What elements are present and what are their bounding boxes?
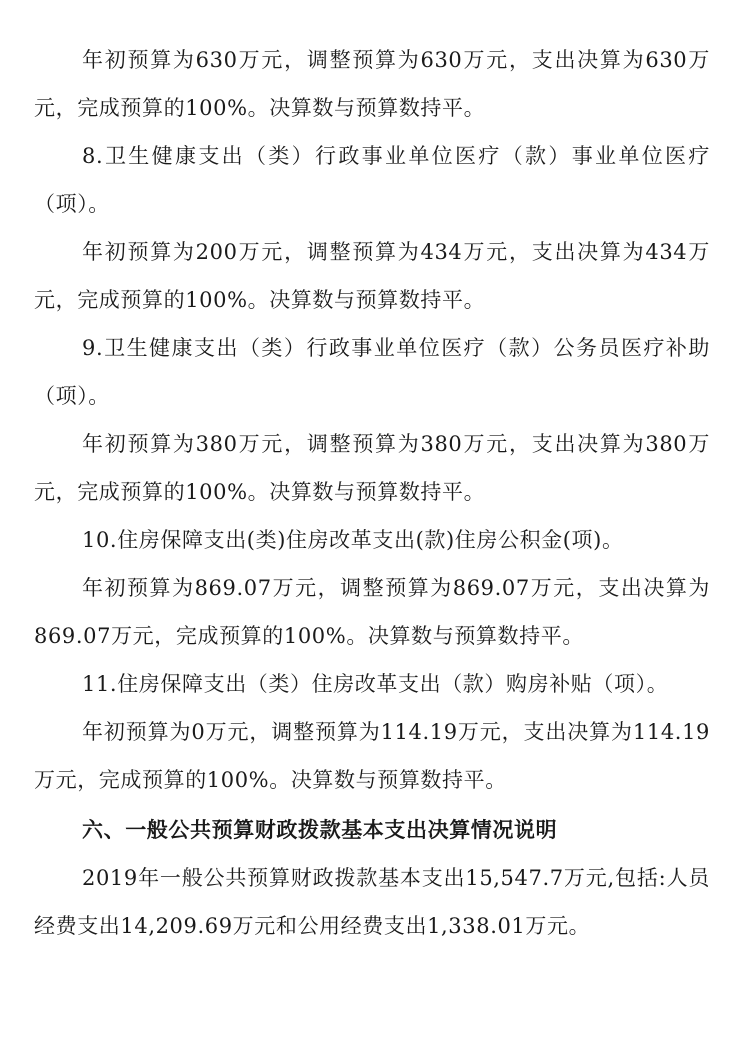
paragraph-item-8-title: 8.卫生健康支出（类）行政事业单位医疗（款）事业单位医疗（项）。 [34, 144, 710, 216]
paragraph-budget-434: 年初预算为200万元，调整预算为434万元，支出决算为434万元，完成预算的100%。决算数与预算数持平。 [34, 240, 710, 312]
paragraph-budget-869: 年初预算为869.07万元，调整预算为869.07万元，支出决算为869.07万元，完成预算的100%。决算数与预算数持平。 [34, 576, 710, 648]
paragraph-budget-114: 年初预算为0万元，调整预算为114.19万元，支出决算为114.19万元，完成预算的100%。决算数与预算数持平。 [34, 720, 710, 792]
section-heading-6: 六、一般公共预算财政拨款基本支出决算情况说明 [82, 818, 558, 842]
paragraph-item-10-title: 10.住房保障支出(类)住房改革支出(款)住房公积金(项)。 [82, 528, 624, 552]
paragraph-budget-630: 年初预算为630万元，调整预算为630万元，支出决算为630万元，完成预算的100%。决算数与预算数持平。 [34, 48, 710, 120]
paragraph-basic-expenditure: 2019年一般公共预算财政拨款基本支出15,547.7万元,包括:人员经费支出14,209.69万元和公用经费支出1,338.01万元。 [34, 866, 710, 938]
paragraph-item-11-title: 11.住房保障支出（类）住房改革支出（款）购房补贴（项）。 [82, 672, 669, 696]
paragraph-budget-380: 年初预算为380万元，调整预算为380万元，支出决算为380万元，完成预算的100%。决算数与预算数持平。 [34, 432, 710, 504]
paragraph-item-9-title: 9.卫生健康支出（类）行政事业单位医疗（款）公务员医疗补助（项）。 [34, 336, 710, 408]
